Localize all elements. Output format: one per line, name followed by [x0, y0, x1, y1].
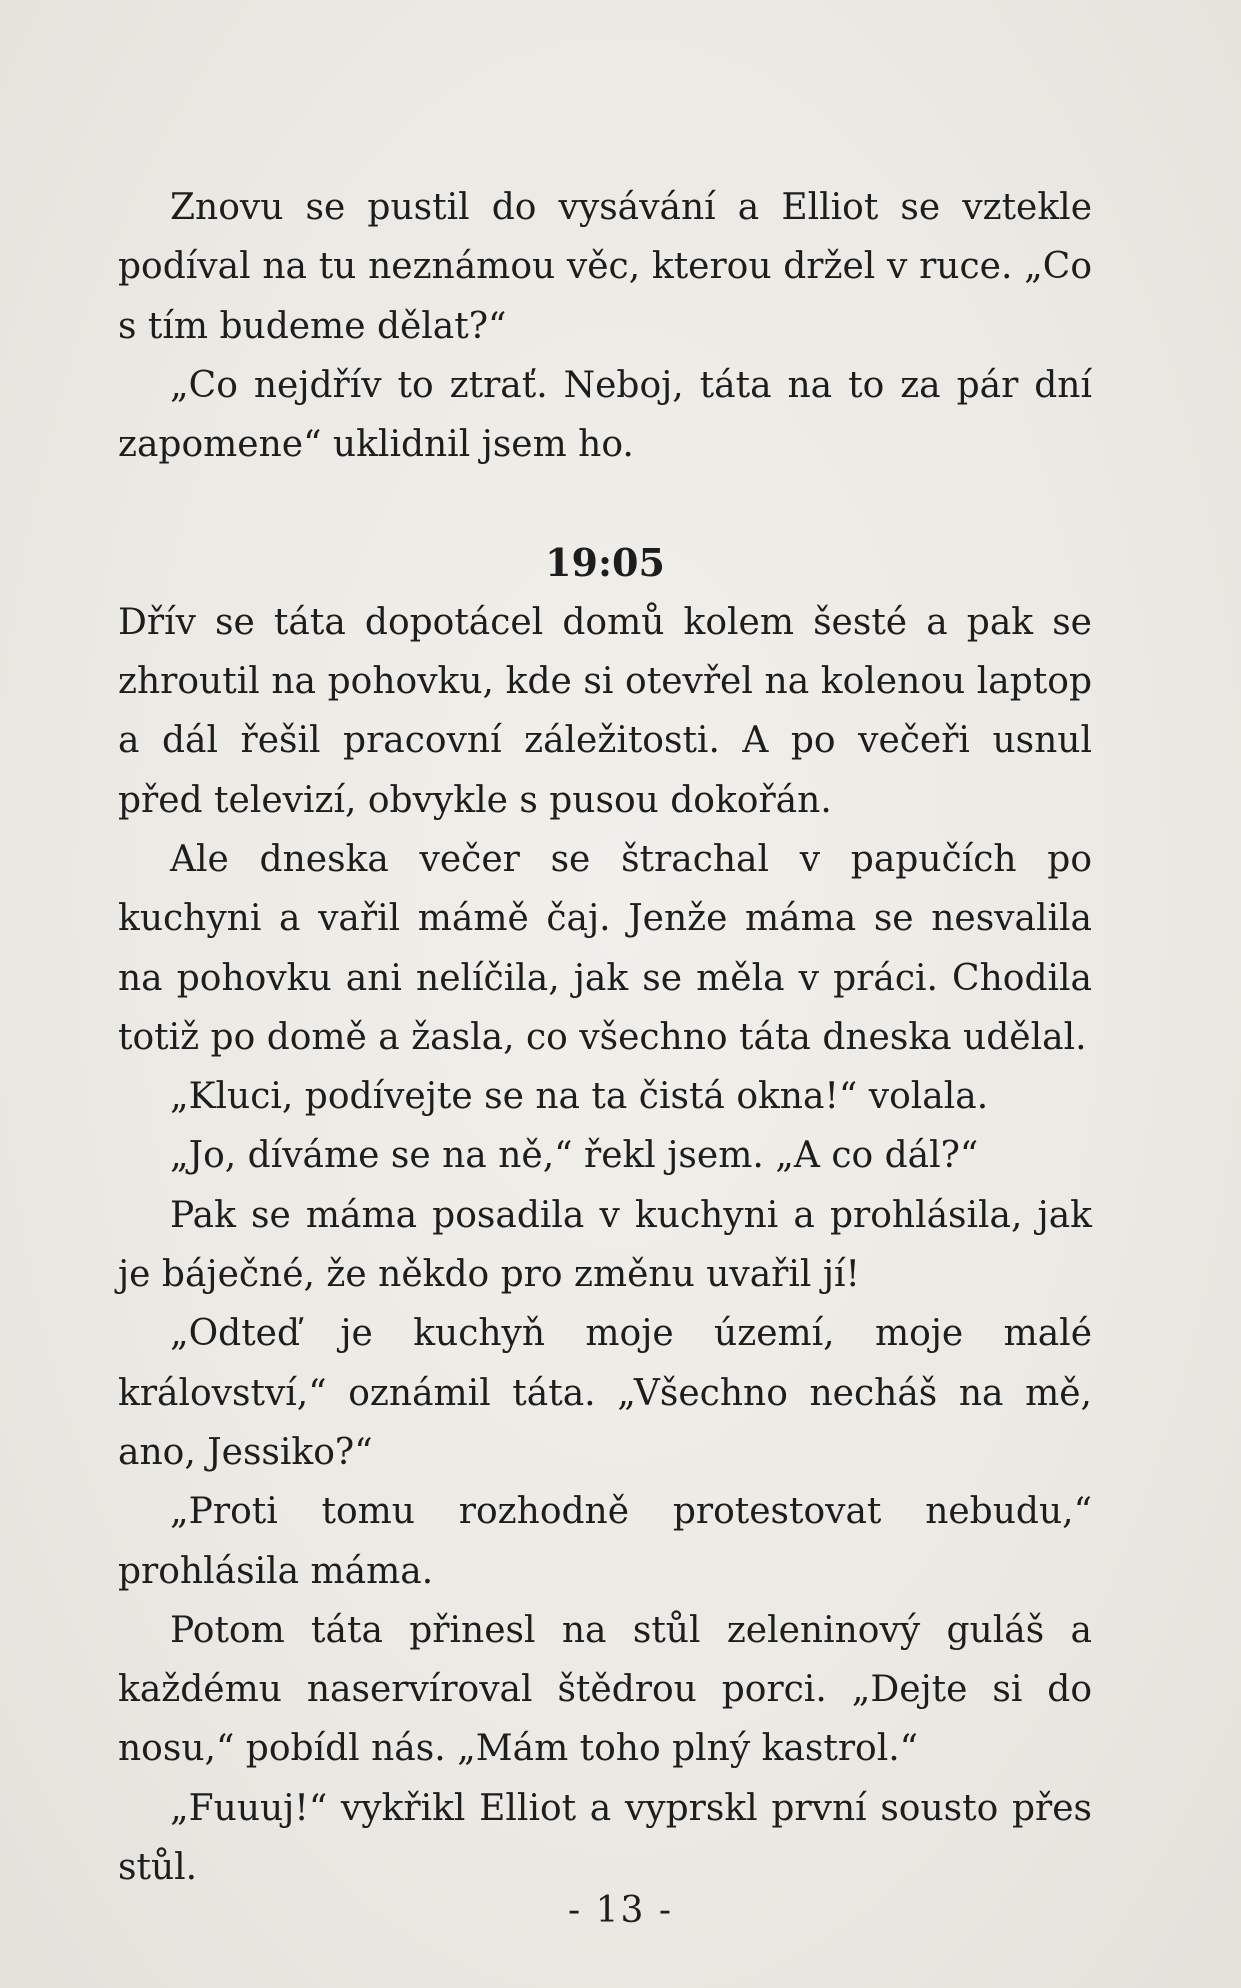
page-number: - 13 - [567, 1890, 674, 1931]
paragraph: „Co nejdřív to ztrať. Neboj, táta na to za pár dní zapomene“ uklidnil jsem ho. [118, 364, 1092, 466]
paragraph: „Kluci, podívejte se na ta čistá okna!“ volala. [170, 1076, 989, 1118]
paragraph: Pak se máma posadila v kuchyni a prohlásila, jak je báječné, že někdo pro změnu uvařil jí! [118, 1194, 1092, 1296]
paragraph: „Fuuuj!“ vykřikl Elliot a vyprskl první sousto přes stůl. [118, 1787, 1092, 1889]
paragraph: Znovu se pustil do vysávání a Elliot se vztekle podíval na tu neznámou věc, kterou držel v ruce. „Co s tím budeme dělat?“ [118, 187, 1092, 347]
time-heading: 19:05 [545, 540, 665, 586]
paragraph: „Proti tomu rozhodně protestovat nebudu,“ prohlásila máma. [118, 1491, 1092, 1592]
paragraph: Potom táta přinesl na stůl zeleninový guláš a každému naservíroval štědrou porci. „Dejte si do nosu,“ pobídl nás. „Mám toho plný kastrol.“ [118, 1609, 1092, 1770]
paragraph: Dřív se táta dopotácel domů kolem šesté a pak se zhroutil na pohovku, kde si otevřel na kolenou laptop a dál řešil pracovní záležitosti. A po večeři usnul před televizí, obvykle s pusou dokořán. [118, 601, 1092, 821]
body-text [118, 178, 1092, 1897]
paragraph: „Odteď je kuchyň moje území, moje malé království,“ oznámil táta. „Všechno necháš na mě, ano, Jessiko?“ [118, 1313, 1092, 1473]
paragraph: „Jo, díváme se na ně,“ řekl jsem. „A co dál?“ [170, 1135, 979, 1177]
paragraph: Ale dneska večer se štrachal v papučích po kuchyni a vařil mámě čaj. Jenže máma se nesvalila na pohovku ani nelíčila, jak se měla v práci. Chodila totiž po domě a žasla, co všechno táta dneska udělal. [118, 838, 1092, 1058]
